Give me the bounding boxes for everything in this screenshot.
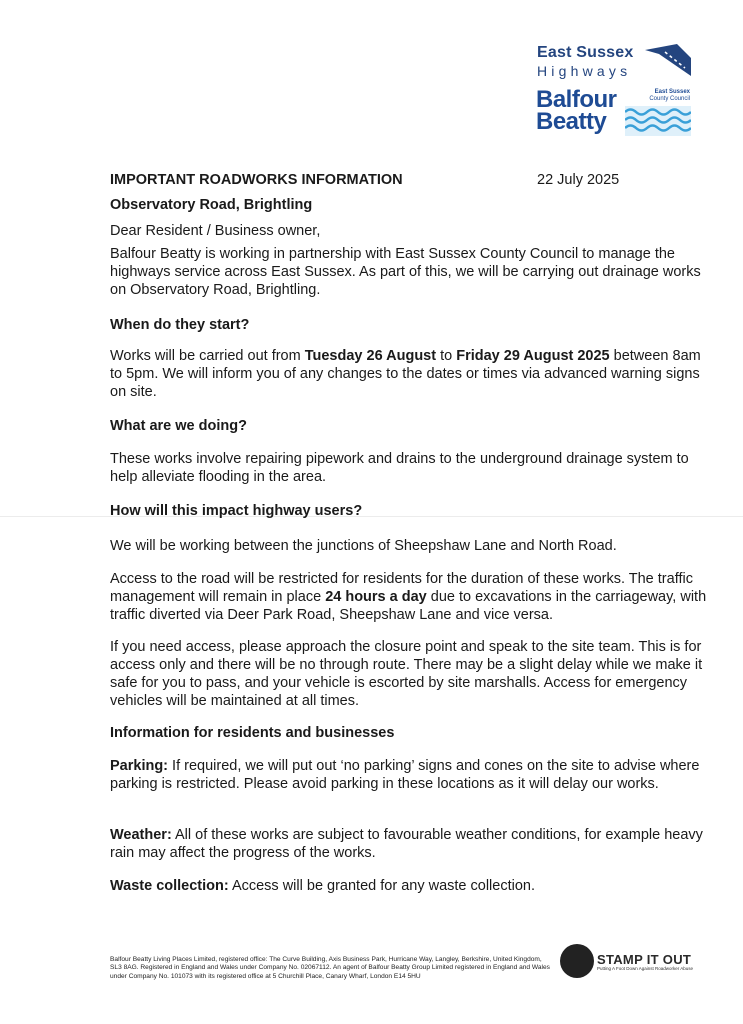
- intro-paragraph: Balfour Beatty is working in partnership with East Sussex County Council to manage the highways service across East Sussex. As part of this, we will be carrying out drainage works on Observatory Road, Brightling.: [110, 246, 701, 298]
- start-text-1: Works will be carried out from: [110, 348, 305, 364]
- impact-paragraph-3: If you need access, please approach the closure point and speak to the site team. This is for access only and there will be no through route. There may be a slight delay while we make it safe for you to pass, and your vehicle is escorted by site marshalls. Access for emergency vehicles will be maintained at all times.: [110, 639, 703, 709]
- waste-label: Waste collection:: [110, 878, 229, 894]
- notice-date: 22 July 2025: [537, 172, 620, 188]
- start-date: Tuesday 26 August: [304, 348, 437, 364]
- road-swoosh-icon: [645, 44, 691, 76]
- east-sussex-highways-logo-title: East Sussex: [537, 44, 634, 61]
- salutation: Dear Resident / Business owner,: [110, 223, 321, 239]
- parking-paragraph: [110, 757, 710, 793]
- parking-label: Parking:: [110, 758, 169, 774]
- impact-heading: How will this impact highway users?: [110, 503, 363, 519]
- balfour-beatty-logo-line2: Beatty: [536, 108, 607, 135]
- waste-paragraph: [110, 877, 710, 895]
- stamp-it-out-tagline: Putting A Foot Down Against Roadworker Abuse: [597, 966, 694, 971]
- doing-paragraph: These works involve repairing pipework and drains to the underground drainage system to help alleviate flooding in the area.: [110, 451, 689, 485]
- weather-label: Weather:: [110, 827, 172, 843]
- east-sussex-highways-logo-subtitle: Highways: [537, 63, 632, 79]
- footer-legal: Balfour Beatty Living Places Limited, registered office: The Curve Building, Axis Business Park, Hurricane Way, Langley, Berkshire, United Kingdom, SL3 8AG. Registered in England and Wales under Company No. 02067112. An agent of Balfour Beatty Group Limited registered in England and Wales under Company No. 101073 with its registered office at 5 Churchill Place, Canary Wharf, London E14 5HU: [110, 956, 550, 980]
- weather-text: All of these works are subject to favourable weather conditions, for example heavy rain may affect the progress of the works.: [110, 827, 703, 861]
- info-heading: Information for residents and businesses: [110, 725, 395, 741]
- start-text-3: between 8am to 5pm. We will inform you of any changes to the dates or times via advanced warning signs on site.: [110, 348, 701, 400]
- impact-paragraph-2: [110, 570, 710, 624]
- impact-p2-duration: 24 hours a day: [325, 589, 427, 605]
- impact-p2-text-c: due to excavations in the carriageway, with traffic diverted via Deer Park Road, Sheepshaw Lane and vice versa.: [110, 589, 707, 623]
- stamp-it-out-badge-icon: [560, 944, 594, 978]
- parking-text: If required, we will put out ‘no parking’ signs and cones on the site to advise where parking is restricted. Please avoid parking in these locations as it will delay our works.: [110, 758, 700, 792]
- waste-text: Access will be granted for any waste collection.: [228, 878, 535, 894]
- escc-logo-line2: County Council: [649, 96, 690, 102]
- start-paragraph: [110, 347, 710, 401]
- start-text-2: to: [436, 348, 457, 364]
- start-heading: When do they start?: [110, 317, 250, 333]
- balfour-beatty-logo: [536, 86, 617, 135]
- impact-paragraph-1: We will be working between the junctions of Sheepshaw Lane and North Road.: [110, 538, 617, 554]
- balfour-beatty-logo-line1: Balfour: [536, 86, 617, 113]
- road-name: Observatory Road, Brightling: [110, 197, 313, 213]
- escc-waves-icon: [625, 106, 691, 136]
- weather-paragraph: [110, 826, 710, 862]
- impact-p2-text-a: Access to the road will be restricted for residents for the duration of these works. The traffic management will remain in place: [110, 571, 693, 605]
- end-date: Friday 29 August 2025: [456, 348, 610, 364]
- stamp-it-out-title: STAMP IT OUT: [597, 952, 692, 967]
- escc-logo-line1: East Sussex: [654, 89, 690, 95]
- escc-logo-text: [640, 89, 690, 103]
- doing-heading: What are we doing?: [110, 418, 247, 434]
- notice-title: IMPORTANT ROADWORKS INFORMATION: [110, 172, 403, 188]
